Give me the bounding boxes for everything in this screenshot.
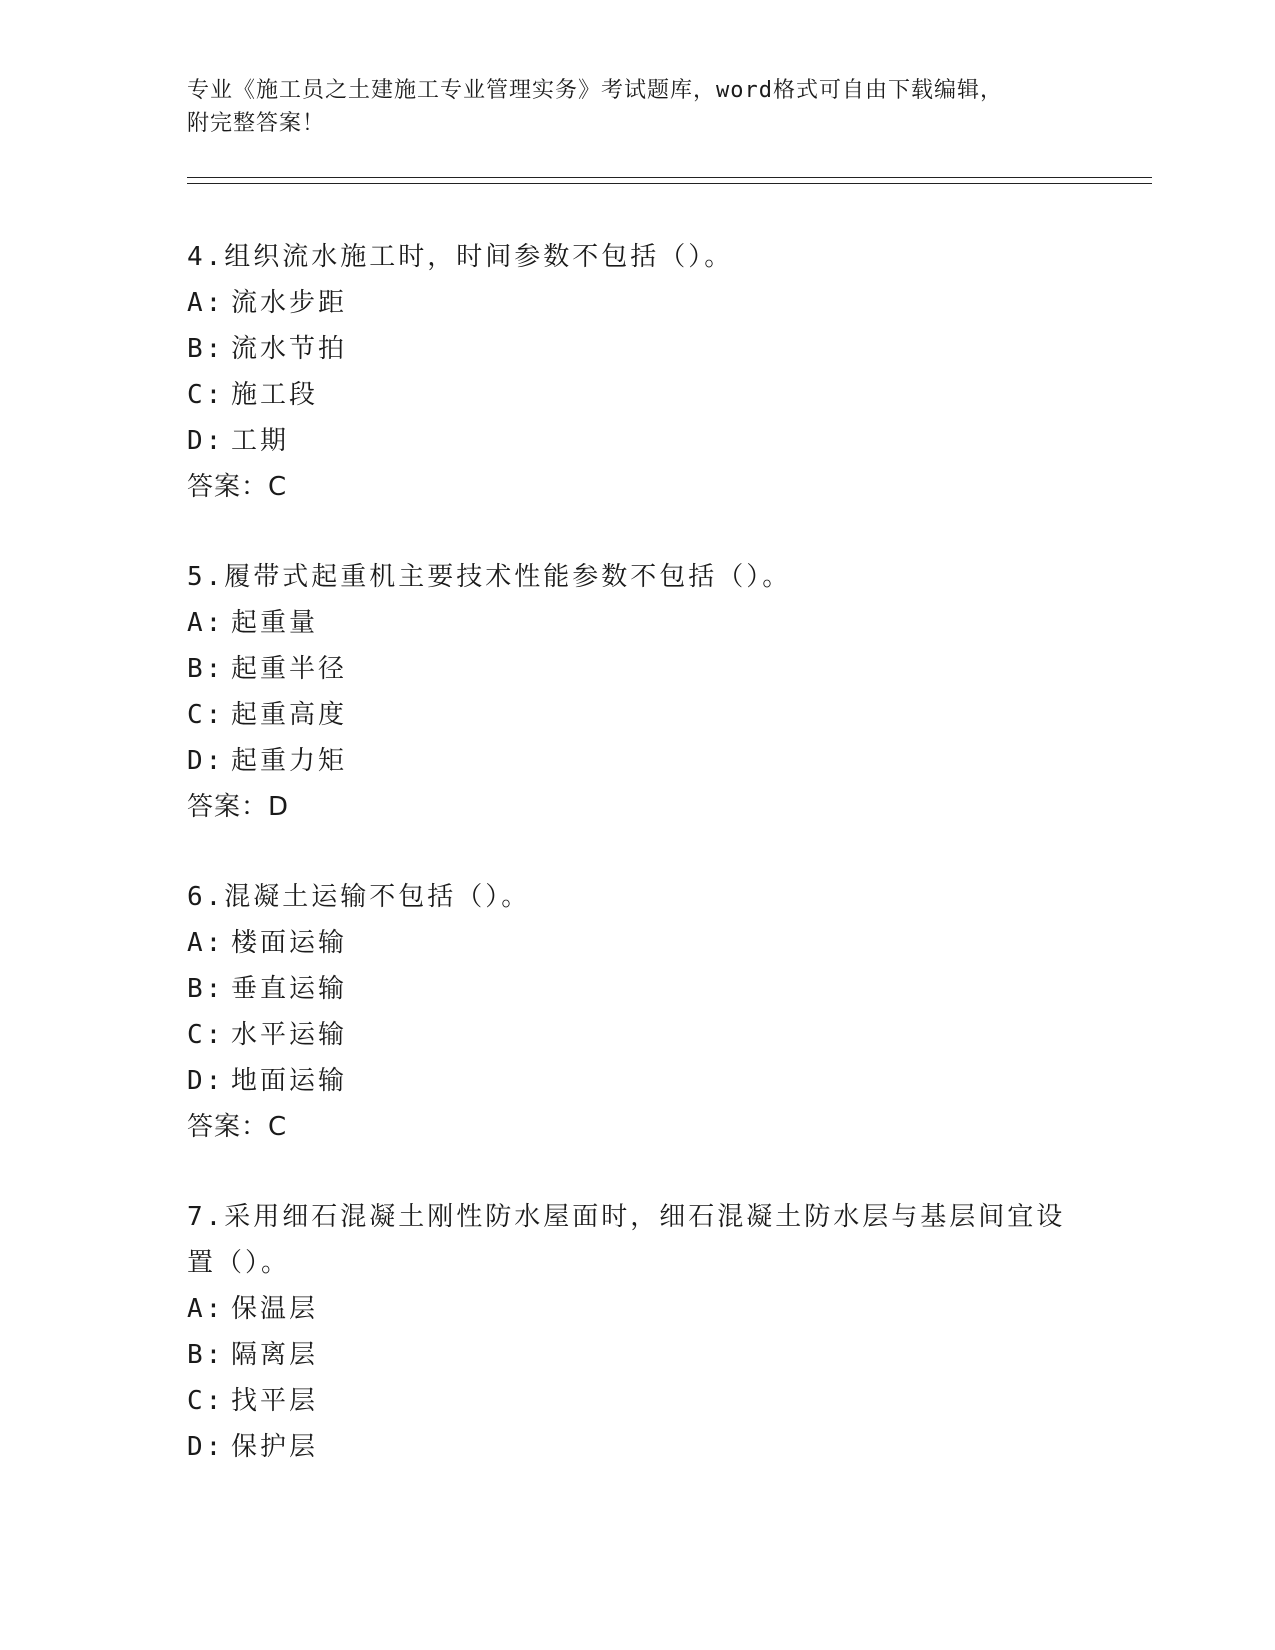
header-line-1: 专业《施工员之土建施工专业管理实务》考试题库，word格式可自由下载编辑， xyxy=(187,78,1003,103)
option-text: 流水步距 xyxy=(231,288,348,318)
question-stem: 5.履带式起重机主要技术性能参数不包括（）。 xyxy=(187,562,792,592)
option-key: B: xyxy=(187,334,225,364)
option-key: D: xyxy=(187,1066,225,1096)
option-text: 垂直运输 xyxy=(231,974,348,1004)
answer-line: 答案：C xyxy=(187,1112,288,1142)
option-text: 流水节拍 xyxy=(231,334,348,364)
option-d xyxy=(187,1058,1087,1104)
option-key: C: xyxy=(187,1386,225,1416)
option-text: 地面运输 xyxy=(231,1066,348,1096)
option-text: 水平运输 xyxy=(231,1020,348,1050)
option-text: 起重量 xyxy=(231,608,319,638)
question-stem: 7.采用细石混凝土刚性防水屋面时，细石混凝土防水层与基层间宜设置（）。 xyxy=(187,1202,1066,1278)
option-key: B: xyxy=(187,654,225,684)
question-6 xyxy=(187,874,1087,1150)
option-text: 起重高度 xyxy=(231,700,348,730)
option-text: 找平层 xyxy=(231,1386,319,1416)
option-text: 保温层 xyxy=(231,1294,319,1324)
option-key: B: xyxy=(187,974,225,1004)
header-divider-bottom xyxy=(187,183,1152,184)
answer-line: 答案：D xyxy=(187,792,290,822)
option-b xyxy=(187,326,1087,372)
option-key: D: xyxy=(187,746,225,776)
option-key: D: xyxy=(187,426,225,456)
option-a xyxy=(187,1286,1087,1332)
header-line-2: 附完整答案！ xyxy=(187,111,326,136)
option-text: 楼面运输 xyxy=(231,928,348,958)
option-b xyxy=(187,966,1087,1012)
option-b xyxy=(187,1332,1087,1378)
option-c xyxy=(187,692,1087,738)
option-b xyxy=(187,646,1087,692)
option-text: 起重半径 xyxy=(231,654,348,684)
question-stem: 4.组织流水施工时，时间参数不包括（）。 xyxy=(187,242,734,272)
question-stem: 6.混凝土运输不包括（）。 xyxy=(187,882,531,912)
option-key: A: xyxy=(187,608,225,638)
option-key: C: xyxy=(187,700,225,730)
question-7 xyxy=(187,1194,1087,1470)
option-a xyxy=(187,280,1087,326)
option-a xyxy=(187,600,1087,646)
option-text: 隔离层 xyxy=(231,1340,319,1370)
header-divider-top xyxy=(187,177,1152,178)
option-key: A: xyxy=(187,928,225,958)
option-key: C: xyxy=(187,380,225,410)
option-d xyxy=(187,418,1087,464)
option-text: 工期 xyxy=(231,426,290,456)
option-text: 保护层 xyxy=(231,1432,319,1462)
question-5 xyxy=(187,554,1087,830)
option-text: 施工段 xyxy=(231,380,319,410)
option-d xyxy=(187,738,1087,784)
option-key: A: xyxy=(187,1294,225,1324)
option-c xyxy=(187,1378,1087,1424)
option-key: D: xyxy=(187,1432,225,1462)
option-key: C: xyxy=(187,1020,225,1050)
option-key: B: xyxy=(187,1340,225,1370)
option-a xyxy=(187,920,1087,966)
option-c xyxy=(187,372,1087,418)
option-text: 起重力矩 xyxy=(231,746,348,776)
document-header xyxy=(187,74,1067,140)
option-c xyxy=(187,1012,1087,1058)
answer-line: 答案：C xyxy=(187,472,288,502)
question-4 xyxy=(187,234,1087,510)
option-d xyxy=(187,1424,1087,1470)
option-key: A: xyxy=(187,288,225,318)
